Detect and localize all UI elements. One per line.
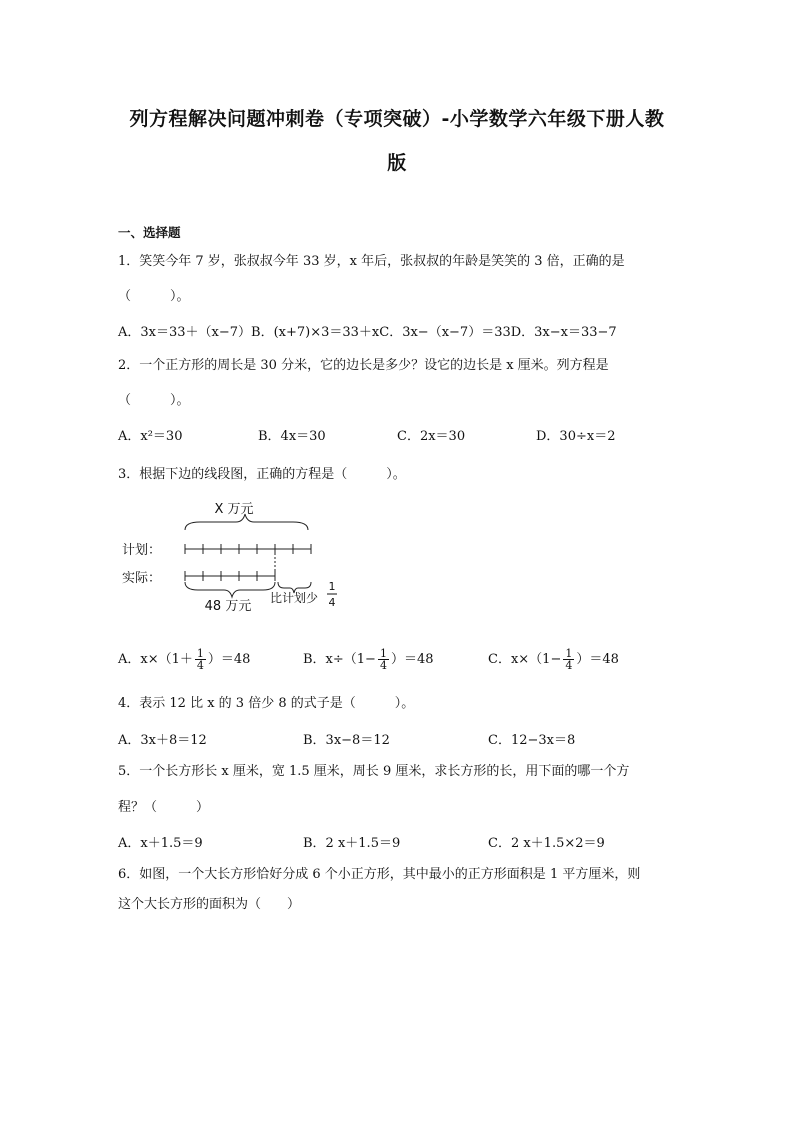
fraction-denominator: 4 xyxy=(379,659,387,672)
question-5-option-b: B．2 x＋1.5＝9 xyxy=(303,836,401,851)
question-6-stem: 6．如图，一个大长方形恰好分成 6 个小正方形，其中最小的正方形面积是 1 平方厘米，则 xyxy=(118,867,641,882)
actual-row-label: 实际： xyxy=(122,571,162,586)
question-5-stem: 5．一个长方形长 x 厘米，宽 1.5 厘米，周长 9 厘米，求长方形的长，用下面的哪一个方 xyxy=(118,764,630,779)
question-1-stem: 1．笑笑今年 7 岁，张叔叔今年 33 岁，x 年后，张叔叔的年龄是笑笑的 3 倍，正确的是 xyxy=(118,254,625,269)
section-heading: 一、选择题 xyxy=(118,225,181,240)
option-a-prefix: A．x×（1＋ xyxy=(118,652,193,667)
option-a-suffix: ）＝48 xyxy=(207,652,251,667)
option-c-suffix: ）＝48 xyxy=(576,652,619,667)
question-2-stem: 2．一个正方形的周长是 30 分米，它的边长是多少？设它的边长是 x 厘米。列方程是 xyxy=(118,358,609,373)
question-2-option-c: C．2x＝30 xyxy=(397,429,466,444)
question-1-blank: （ ）。 xyxy=(118,289,190,304)
question-2-blank: （ ）。 xyxy=(118,393,190,408)
question-2-option-d: D．30÷x＝2 xyxy=(536,429,616,444)
bottom-brace xyxy=(185,582,275,597)
plan-row-label: 计划： xyxy=(122,543,162,558)
fraction xyxy=(563,648,574,671)
question-4-option-a: A．3x＋8＝12 xyxy=(118,733,207,748)
question-4-stem: 4．表示 12 比 x 的 3 倍少 8 的式子是（ ）。 xyxy=(118,696,415,711)
question-2-option-b: B．4x＝30 xyxy=(258,429,326,444)
question-3-option-a xyxy=(118,648,250,671)
bottom-brace-label: 48 万元 xyxy=(204,599,252,614)
option-c-prefix: C．x×（1− xyxy=(488,652,562,667)
gap-fraction-numerator: 1 xyxy=(328,580,336,593)
option-b-suffix: ）＝48 xyxy=(390,652,434,667)
question-5-option-a: A．x＋1.5＝9 xyxy=(118,836,203,851)
fraction-numerator: 1 xyxy=(196,647,204,660)
fraction-numerator: 1 xyxy=(379,647,387,660)
gap-label: 比计划少 xyxy=(270,591,319,605)
fraction-denominator: 4 xyxy=(565,659,573,672)
fraction xyxy=(195,648,206,671)
question-5-stem-continued: 程？（ ） xyxy=(118,800,210,815)
question-5-option-c: C．2 x＋1.5×2＝9 xyxy=(488,836,605,851)
question-3-option-c xyxy=(488,648,619,671)
question-6-stem-continued: 这个大长方形的面积为（ ） xyxy=(118,897,301,912)
question-2-option-a: A．x²＝30 xyxy=(118,429,183,444)
page-title-continuation: 版 xyxy=(387,152,407,174)
gap-fraction-denominator: 4 xyxy=(328,596,336,609)
question-3-option-b xyxy=(303,648,434,671)
question-4-option-b: B．3x−8＝12 xyxy=(303,733,390,748)
fraction-numerator: 1 xyxy=(565,647,573,660)
fraction-denominator: 4 xyxy=(196,659,204,672)
segment-diagram xyxy=(118,496,358,616)
question-3-stem: 3．根据下边的线段图，正确的方程是（ ）。 xyxy=(118,467,406,482)
question-1-options: A．3x＝33＋（x−7）B．(x+7)×3＝33＋xC．3x−（x−7）＝33D．3x−x＝33−7 xyxy=(118,325,617,340)
page-title: 列方程解决问题冲刺卷（专项突破）-小学数学六年级下册人教 xyxy=(129,108,665,130)
top-brace-label: X 万元 xyxy=(214,502,254,517)
option-b-prefix: B．x÷（1− xyxy=(303,652,376,667)
fraction xyxy=(378,648,389,671)
question-4-option-c: C．12−3x＝8 xyxy=(488,733,576,748)
